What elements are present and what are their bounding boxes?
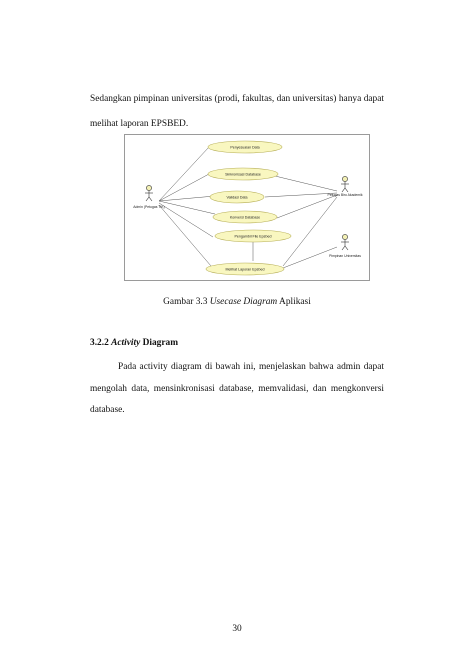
usecase-label-6: Melihat Laporan Epsbed xyxy=(225,267,265,272)
usecase-diagram-svg xyxy=(125,135,369,280)
paragraph-2-line-3: database. xyxy=(90,405,125,415)
usecase-label-3: Validasi Data xyxy=(226,195,248,200)
admin-actor-label: Admin (Petugas TIK) xyxy=(133,205,165,209)
caption-prefix: Gambar 3.3 xyxy=(163,297,210,307)
paragraph-1-line-1: Sedangkan pimpinan universitas (prodi, fakultas, dan universitas) hanya dapat xyxy=(90,94,384,104)
usecase-ellipses xyxy=(206,141,291,275)
caption-suffix: Aplikasi xyxy=(277,297,311,307)
paragraph-2-line-2: mengolah data, mensinkronisasi database, memvalidasi, dan mengkonversi xyxy=(90,384,384,394)
page-number: 30 xyxy=(232,624,242,634)
section-heading xyxy=(90,338,178,348)
biro-akademik-actor-icon xyxy=(341,176,349,192)
caption-italic: Usecase Diagram xyxy=(209,297,278,307)
usecase-label-5: Pengambil File Epsbed xyxy=(234,234,272,239)
section-number: 3.2.2 xyxy=(90,338,112,348)
paragraph-1-line-2: melihat laporan EPSBED. xyxy=(90,119,189,129)
usecase-label-1: Penyesuaian Data xyxy=(230,145,260,150)
section-rest: Diagram xyxy=(140,338,179,348)
usecase-diagram xyxy=(124,134,370,281)
figure-caption xyxy=(0,297,474,307)
usecase-label-4: Konversi Database xyxy=(229,215,261,220)
admin-actor-icon xyxy=(145,185,153,201)
paragraph-2-line-1: Pada activity diagram di bawah ini, menjelaskan bahwa admin dapat xyxy=(118,362,384,372)
pimpinan-actor-label: Pimpinan Universitas xyxy=(329,254,361,258)
association-lines xyxy=(159,147,337,268)
usecase-label-2: Sinkronisasi Database xyxy=(225,172,261,177)
section-italic: Activity xyxy=(111,338,141,348)
pimpinan-actor-icon xyxy=(341,234,349,250)
biro-akademik-actor-label: Petugas Biro Akademik xyxy=(327,193,363,197)
